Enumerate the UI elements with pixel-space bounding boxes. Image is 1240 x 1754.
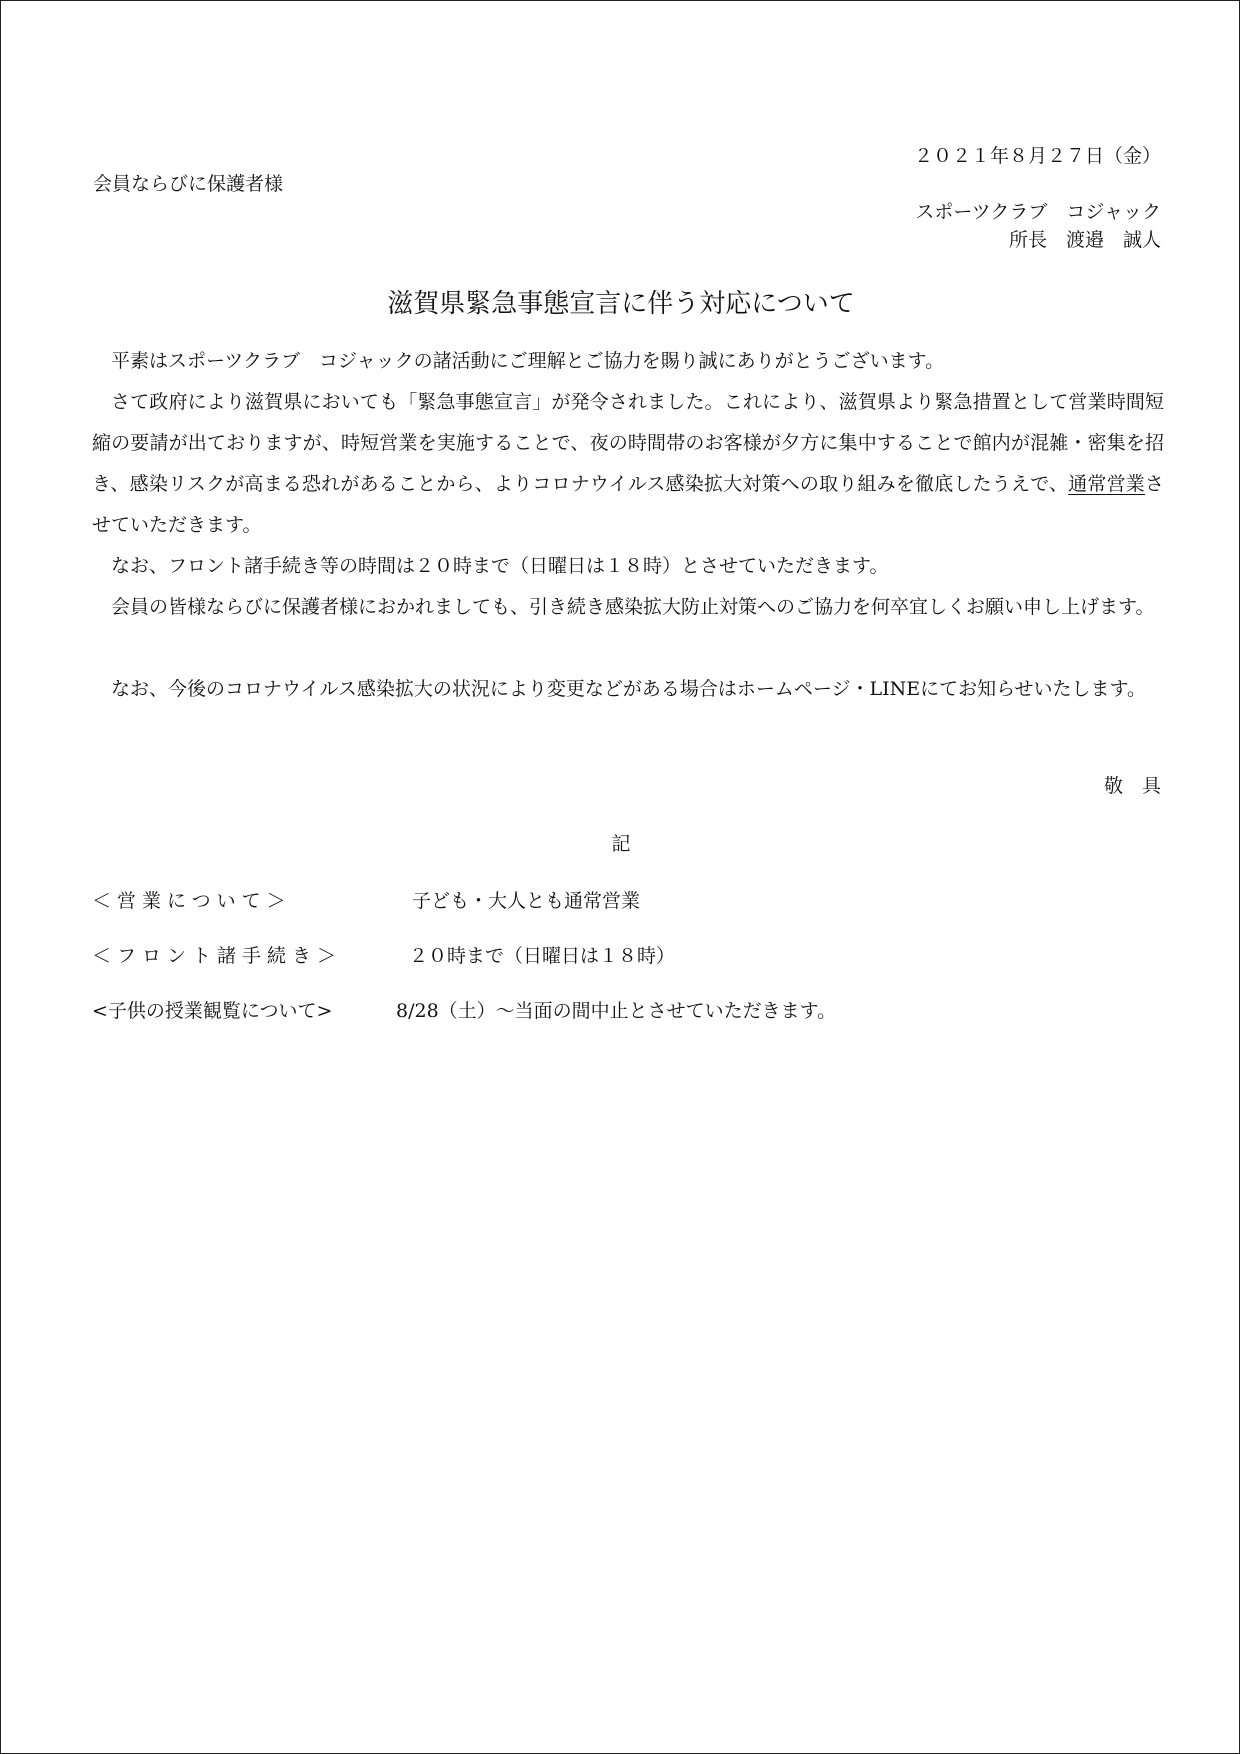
notes-heading: 記	[611, 833, 631, 855]
underlined-normal-operation: 通常営業	[1068, 473, 1145, 495]
paragraph-2-text: さて政府により滋賀県においても「緊急事態宣言」が発令されました。これにより、滋賀県より緊急措置として営業時間短縮の要請が出ておりますが、時短営業を実施することで、夜の時間帯のお客様が夕方に集中することで館内が混雑・密集を招き、感染リスクが高まる恐れがあることから、よりコロナウイルス感染拡大対策への取り組みを徹底したうえで、	[92, 391, 1164, 495]
note-value-class-viewing: 8/28（土）～当面の間中止とさせていただきます。	[396, 1000, 837, 1022]
note-label-operation: ＜営業について＞	[92, 890, 292, 912]
note-label-class-viewing: <子供の授業観覧について>	[92, 1000, 333, 1022]
body-paragraph-3: なお、フロント諸手続き等の時間は２０時まで（日曜日は１８時）とさせていただきます。	[111, 555, 889, 577]
body-paragraph-1: 平素はスポーツクラブ コジャックの諸活動にご理解とご協力を賜り誠にありがとうございます。	[111, 350, 945, 372]
body-paragraph-4: 会員の皆様ならびに保護者様におかれましても、引き続き感染拡大防止対策へのご協力を何卒宜しくお願い申し上げます。	[111, 596, 1155, 618]
sender-person: 所長 渡邉 誠人	[1008, 229, 1161, 251]
closing-phrase: 敬 具	[1103, 775, 1161, 797]
document-title: 滋賀県緊急事態宣言に伴う対応について	[387, 289, 855, 319]
sender-organization: スポーツクラブ コジャック	[915, 201, 1161, 223]
body-paragraph-2	[92, 382, 1164, 546]
recipient: 会員ならびに保護者様	[93, 173, 284, 195]
body-paragraph-5: なお、今後のコロナウイルス感染拡大の状況により変更などがある場合はホームページ・LINEにてお知らせいたします。	[111, 678, 1147, 700]
note-value-operation: 子ども・大人とも通常営業	[412, 890, 641, 912]
note-label-front-desk: ＜フロント諸手続き＞	[92, 945, 343, 967]
paragraph-2-tail: させていただきます。	[92, 473, 1164, 536]
document-date: ２０２１年８月２７日（金）	[913, 145, 1161, 167]
note-value-front-desk: ２０時まで（日曜日は１８時）	[409, 945, 676, 967]
